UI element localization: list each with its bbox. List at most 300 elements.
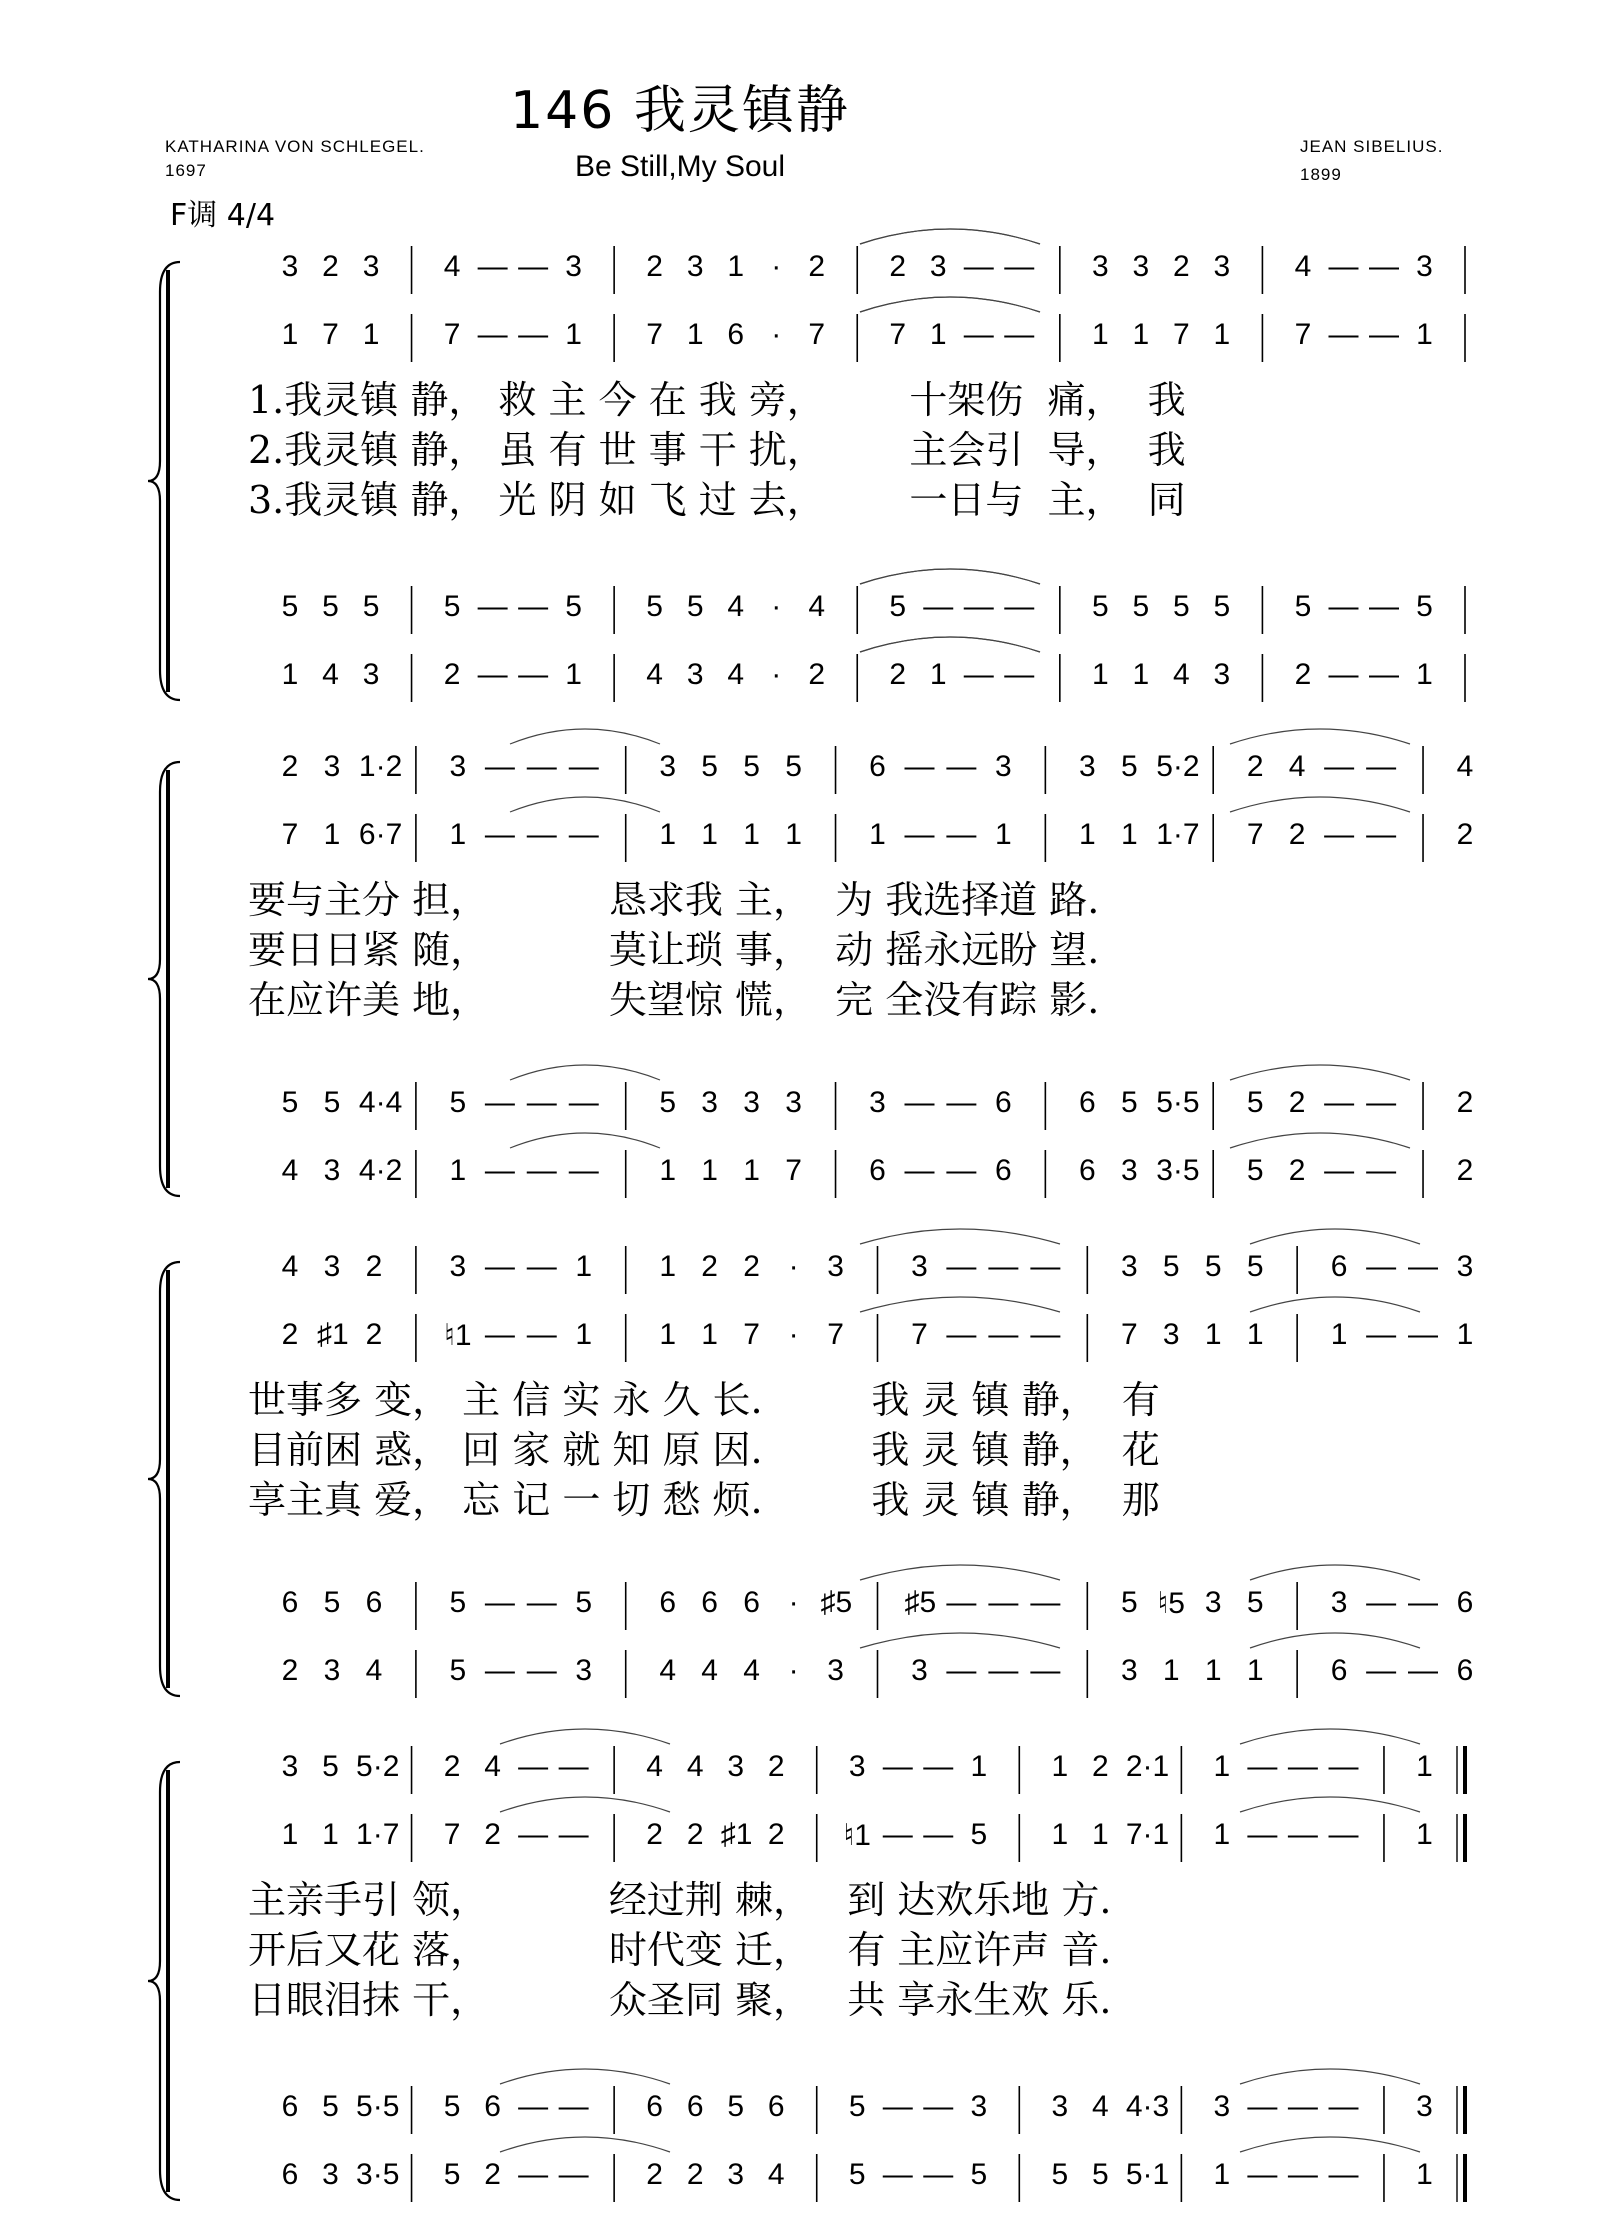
jianpu-note: 3 (281, 250, 299, 283)
jianpu-note: 5 (1246, 1250, 1264, 1283)
jianpu-note: 2 (1173, 250, 1190, 283)
jianpu-note: 1 (323, 818, 341, 851)
jianpu-note: 1 (565, 318, 582, 351)
jianpu-note: 2 (767, 1818, 785, 1851)
jianpu-note: 2 (1456, 818, 1474, 851)
jianpu-note: 1 (449, 1154, 467, 1187)
dash-extension: — (1366, 1086, 1397, 1119)
jianpu-note: 5 (701, 750, 718, 783)
slur (1240, 1729, 1420, 1744)
jianpu-note: 1 (743, 818, 760, 851)
lyricist-name: KATHARINA VON SCHLEGEL. (165, 137, 425, 156)
dash-extension: — (1328, 2090, 1359, 2123)
jianpu-note: 2 (808, 250, 826, 283)
jianpu-note: 4 (701, 1654, 718, 1687)
dash-extension: — (568, 1154, 599, 1187)
slur (1230, 729, 1410, 744)
jianpu-note: ♯5 (904, 1586, 937, 1619)
dash-extension: — (904, 750, 935, 783)
jianpu-note: 4·3 (1125, 2090, 1170, 2123)
jianpu-note: · (788, 1654, 799, 1687)
lyric-line: 1.我灵镇 静， 救 主 今 在 我 旁， 十架伤 痛， 我 (248, 378, 1186, 422)
dash-extension: — (923, 1818, 954, 1851)
jianpu-note: 1 (1213, 1818, 1231, 1851)
lyric-line: 要与主分 担， 恳求我 主， 为 我选择道 路. (248, 878, 1100, 922)
jianpu-note: ♮1 (843, 1819, 871, 1852)
dash-extension: — (1324, 1154, 1355, 1187)
jianpu-note: 5·5 (1156, 1086, 1200, 1119)
lyric-line: 享主真 爱， 忘 记 一 切 愁 烦. 我 灵 镇 静， 那 (248, 1478, 1160, 1522)
jianpu-note: 7 (322, 318, 339, 351)
jianpu-note: ♮5 (1157, 1587, 1185, 1620)
slur (1250, 1633, 1420, 1648)
dash-extension: — (1366, 1586, 1397, 1619)
jianpu-note: 1 (1092, 1818, 1109, 1851)
jianpu-note: 1 (929, 318, 947, 351)
lyric-line: 世事多 变， 主 信 实 永 久 长. 我 灵 镇 静， 有 (248, 1378, 1160, 1422)
jianpu-note: 6 (869, 750, 886, 783)
jianpu-note: 6 (686, 2090, 704, 2123)
composer-name: JEAN SIBELIUS. (1300, 137, 1444, 156)
dash-extension: — (882, 2158, 913, 2191)
jianpu-note: 5 (848, 2090, 866, 2123)
dash-extension: — (988, 1318, 1019, 1351)
jianpu-note: 6 (281, 2158, 299, 2191)
dash-extension: — (518, 250, 549, 283)
composer-year: 1899 (1300, 165, 1342, 184)
jianpu-note: 1 (995, 818, 1012, 851)
jianpu-note: 4 (484, 1750, 501, 1783)
dash-extension: — (1247, 2090, 1278, 2123)
jianpu-note: 7 (443, 318, 461, 351)
dash-extension: — (882, 2090, 913, 2123)
jianpu-note: 1 (322, 1818, 339, 1851)
dash-extension: — (558, 1750, 589, 1783)
jianpu-note: 1 (1092, 318, 1109, 351)
dash-extension: — (1368, 590, 1399, 623)
dash-extension: — (1004, 318, 1035, 351)
jianpu-note: 3 (686, 250, 704, 283)
jianpu-note: 1 (1416, 1750, 1433, 1783)
dash-extension: — (1328, 2158, 1359, 2191)
jianpu-note: 7 (827, 1318, 844, 1351)
slur (510, 1133, 660, 1148)
jianpu-note: 3 (362, 250, 380, 283)
jianpu-note: 1 (1330, 1318, 1348, 1351)
jianpu-note: 1 (575, 1318, 593, 1351)
jianpu-note: 5 (848, 2158, 866, 2191)
jianpu-note: 4·2 (358, 1154, 403, 1187)
slur (510, 729, 660, 744)
dash-extension: — (904, 818, 935, 851)
jianpu-note: 4 (646, 658, 663, 691)
slur (510, 797, 660, 812)
jianpu-note: 6 (767, 2090, 785, 2123)
jianpu-note: · (788, 1586, 799, 1619)
jianpu-note: 3 (323, 1154, 341, 1187)
dash-extension: — (1328, 590, 1359, 623)
dash-extension: — (1328, 1818, 1359, 1851)
jianpu-note: 2 (281, 1318, 299, 1351)
jianpu-note: 4 (1294, 250, 1312, 283)
jianpu-note: 5 (1246, 1154, 1264, 1187)
jianpu-note: 7 (785, 1154, 802, 1187)
jianpu-note: 1 (1051, 1818, 1069, 1851)
lyric-line: 在应许美 地， 失望惊 慌， 完 全没有踪 影. (248, 978, 1100, 1022)
jianpu-note: 2·1 (1125, 1750, 1170, 1783)
jianpu-note: 1 (1213, 2158, 1231, 2191)
dash-extension: — (518, 2158, 549, 2191)
jianpu-note: 1 (929, 658, 947, 691)
lyric-line: 开后又花 落， 时代变 迁， 有 主应许声 音. (248, 1928, 1112, 1972)
jianpu-note: 5 (281, 590, 299, 623)
slur (510, 1065, 660, 1080)
jianpu-note: 4 (443, 250, 461, 283)
jianpu-note: 3 (659, 750, 677, 783)
jianpu-note: 1 (1162, 1654, 1180, 1687)
jianpu-note: 4 (1288, 750, 1306, 783)
jianpu-note: 2 (365, 1250, 383, 1283)
jianpu-note: 3 (1162, 1318, 1180, 1351)
dash-extension: — (988, 1586, 1019, 1619)
jianpu-note: 5 (1213, 590, 1231, 623)
jianpu-note: 4 (1173, 658, 1190, 691)
lyric-line: 目前困 惑， 回 家 就 知 原 因. 我 灵 镇 静， 花 (248, 1428, 1160, 1472)
jianpu-note: 4 (322, 658, 339, 691)
dash-extension: — (1366, 818, 1397, 851)
dash-extension: — (484, 1586, 515, 1619)
system-brace (148, 762, 180, 1196)
jianpu-note: 3 (727, 2158, 745, 2191)
jianpu-note: 1 (869, 818, 886, 851)
jianpu-note: 7 (443, 1818, 461, 1851)
dash-extension: — (568, 750, 599, 783)
jianpu-note: 3 (929, 250, 947, 283)
jianpu-note: 5 (727, 2090, 745, 2123)
dash-extension: — (946, 818, 977, 851)
jianpu-note: 1·2 (358, 750, 403, 783)
jianpu-note: 3 (1051, 2090, 1069, 2123)
dash-extension: — (1368, 318, 1399, 351)
lyricist-year: 1697 (165, 161, 207, 180)
jianpu-note: 1 (1132, 658, 1150, 691)
jianpu-note: 1 (701, 1154, 718, 1187)
jianpu-note: 4 (686, 1750, 704, 1783)
jianpu-note: 6 (995, 1154, 1012, 1187)
hymn-subtitle: Be Still,My Soul (574, 150, 786, 183)
jianpu-note: ♮1 (444, 1319, 472, 1352)
jianpu-note: 2 (484, 1818, 501, 1851)
jianpu-note: 5·2 (1156, 750, 1200, 783)
jianpu-note: ♯1 (720, 1818, 753, 1851)
jianpu-note: 3·5 (1156, 1154, 1200, 1187)
dash-extension: — (946, 750, 977, 783)
lyric-line: 日眼泪抹 干， 众圣同 聚， 共 享永生欢 乐. (248, 1978, 1112, 2022)
jianpu-note: 5 (1294, 590, 1312, 623)
dash-extension: — (1247, 1750, 1278, 1783)
jianpu-note: 1 (659, 1318, 677, 1351)
jianpu-note: 1 (1416, 1818, 1433, 1851)
dash-extension: — (882, 1818, 913, 1851)
jianpu-note: 1 (701, 1318, 718, 1351)
dash-extension: — (526, 1586, 557, 1619)
jianpu-note: 2 (322, 250, 339, 283)
dash-extension: — (1247, 2158, 1278, 2191)
jianpu-note: 2 (1456, 1086, 1474, 1119)
jianpu-note: 1 (659, 818, 677, 851)
jianpu-note: 2 (281, 750, 299, 783)
dash-extension: — (518, 590, 549, 623)
jianpu-note: 6 (701, 1586, 718, 1619)
dash-extension: — (484, 1250, 515, 1283)
jianpu-note: 5 (322, 1750, 339, 1783)
jianpu-note: 6 (995, 1086, 1012, 1119)
slur (860, 569, 1040, 584)
slur (1250, 1229, 1420, 1244)
dash-extension: — (484, 818, 515, 851)
jianpu-note: 5 (449, 1654, 467, 1687)
dash-extension: — (477, 318, 508, 351)
jianpu-note: 1 (1213, 1750, 1231, 1783)
dash-extension: — (526, 1250, 557, 1283)
dash-extension: — (526, 1154, 557, 1187)
dash-extension: — (1408, 1250, 1439, 1283)
jianpu-note: 6·7 (358, 818, 403, 851)
jianpu-note: 1·7 (1156, 818, 1200, 851)
dash-extension: — (477, 658, 508, 691)
jianpu-note: 6 (1456, 1654, 1474, 1687)
jianpu-note: ♯1 (316, 1318, 349, 1351)
jianpu-note: 1 (1204, 1654, 1222, 1687)
jianpu-note: 1 (1456, 1318, 1474, 1351)
jianpu-note: 3 (1213, 250, 1231, 283)
jianpu-note: 5 (1120, 1586, 1138, 1619)
key-signature: F调 4/4 (170, 198, 276, 233)
jianpu-note: 2 (889, 658, 907, 691)
hymn-title: 146 我灵镇静 (510, 81, 850, 141)
jianpu-note: 4 (767, 2158, 785, 2191)
dash-extension: — (1408, 1318, 1439, 1351)
dash-extension: — (988, 1250, 1019, 1283)
jianpu-note: 5 (1132, 590, 1150, 623)
slur (500, 2069, 670, 2084)
dash-extension: — (946, 1086, 977, 1119)
jianpu-note: 1 (281, 318, 299, 351)
dash-extension: — (526, 750, 557, 783)
lyric-line: 3.我灵镇 静， 光 阴 如 飞 过 去， 一日与 主， 同 (248, 478, 1186, 522)
jianpu-note: 3 (970, 2090, 988, 2123)
jianpu-note: 3 (449, 1250, 467, 1283)
dash-extension: — (1368, 250, 1399, 283)
jianpu-note: 5 (575, 1586, 593, 1619)
dash-extension: — (1030, 1250, 1061, 1283)
jianpu-note: 2 (443, 658, 461, 691)
dash-extension: — (484, 750, 515, 783)
dash-extension: — (1324, 818, 1355, 851)
lyric-line: 要日日紧 随， 莫让琐 事， 动 摇永远盼 望. (248, 928, 1100, 972)
jianpu-note: 5 (362, 590, 380, 623)
dash-extension: — (946, 1318, 977, 1351)
jianpu-note: 6 (646, 2090, 663, 2123)
jianpu-note: 2 (365, 1318, 383, 1351)
dash-extension: — (1287, 2090, 1318, 2123)
dash-extension: — (526, 1318, 557, 1351)
dash-extension: — (946, 1654, 977, 1687)
dash-extension: — (946, 1250, 977, 1283)
jianpu-note: 3 (1132, 250, 1150, 283)
jianpu-note: 1 (1120, 818, 1138, 851)
jianpu-note: 5 (686, 590, 704, 623)
dash-extension: — (568, 1086, 599, 1119)
jianpu-note: 6 (1330, 1654, 1348, 1687)
dash-extension: — (963, 318, 994, 351)
slur (1230, 797, 1410, 812)
jianpu-note: 1 (727, 250, 745, 283)
jianpu-note: 5 (322, 590, 339, 623)
jianpu-note: 6 (281, 2090, 299, 2123)
jianpu-note: 5 (970, 1818, 988, 1851)
jianpu-note: 1 (1416, 658, 1433, 691)
jianpu-note: 3 (565, 250, 582, 283)
jianpu-note: 5 (449, 1086, 467, 1119)
jianpu-note: 4 (281, 1154, 299, 1187)
dash-extension: — (518, 1818, 549, 1851)
slur (860, 1229, 1060, 1244)
jianpu-note: 3 (1416, 2090, 1433, 2123)
jianpu-note: 3 (322, 2158, 339, 2191)
jianpu-note: 3 (1456, 1250, 1474, 1283)
jianpu-note: 5 (1416, 590, 1433, 623)
jianpu-note: 3 (362, 658, 380, 691)
jianpu-note: 5 (443, 2090, 461, 2123)
jianpu-note: 3 (743, 1086, 760, 1119)
jianpu-note: 4 (727, 590, 745, 623)
jianpu-note: 5 (281, 1086, 299, 1119)
dash-extension: — (1030, 1318, 1061, 1351)
jianpu-note: 1 (1246, 1318, 1264, 1351)
dash-extension: — (1366, 1318, 1397, 1351)
dash-extension: — (484, 1654, 515, 1687)
jianpu-note: 4 (646, 1750, 663, 1783)
jianpu-note: 6 (365, 1586, 383, 1619)
jianpu-note: 7·1 (1125, 1818, 1170, 1851)
dash-extension: — (477, 590, 508, 623)
jianpu-note: 2 (1294, 658, 1312, 691)
jianpu-note: 2 (889, 250, 907, 283)
jianpu-note: 3 (323, 750, 341, 783)
jianpu-note: 1 (970, 1750, 988, 1783)
jianpu-note: 1 (1132, 318, 1150, 351)
dash-extension: — (963, 590, 994, 623)
jianpu-note: 5 (659, 1086, 677, 1119)
jianpu-note: 5 (323, 1586, 341, 1619)
slur (860, 229, 1040, 244)
jianpu-note: 7 (646, 318, 663, 351)
dash-extension: — (1328, 1750, 1359, 1783)
jianpu-note: 5 (970, 2158, 988, 2191)
jianpu-note: 6 (484, 2090, 501, 2123)
jianpu-note: 3 (1078, 750, 1096, 783)
dash-extension: — (484, 1086, 515, 1119)
jianpu-note: 2 (743, 1250, 760, 1283)
jianpu-note: 7 (911, 1318, 928, 1351)
jianpu-note: 3 (1120, 1154, 1138, 1187)
jianpu-note: · (771, 590, 782, 623)
jianpu-note: 3 (911, 1250, 928, 1283)
jianpu-note: 1 (575, 1250, 593, 1283)
jianpu-note: 2 (646, 2158, 663, 2191)
jianpu-note: 1 (565, 658, 582, 691)
jianpu-note: 5 (323, 1086, 341, 1119)
jianpu-note: 5 (1092, 590, 1109, 623)
jianpu-note: 1 (743, 1154, 760, 1187)
jianpu-note: 3 (1330, 1586, 1348, 1619)
jianpu-note: 2 (767, 1750, 785, 1783)
jianpu-note: 2 (686, 1818, 704, 1851)
dash-extension: — (558, 2090, 589, 2123)
dash-extension: — (1030, 1586, 1061, 1619)
jianpu-note: 5 (1173, 590, 1190, 623)
jianpu-note: 7 (281, 818, 299, 851)
lyric-line: 主亲手引 领， 经过荆 棘， 到 达欢乐地 方. (248, 1878, 1112, 1922)
jianpu-note: 5·2 (356, 1750, 400, 1783)
dash-extension: — (923, 2158, 954, 2191)
jianpu-note: 2 (1246, 750, 1264, 783)
dash-extension: — (1004, 658, 1035, 691)
jianpu-note: 1 (659, 1154, 677, 1187)
jianpu-note: 3 (911, 1654, 928, 1687)
jianpu-note: 3 (1416, 250, 1433, 283)
slur (1240, 2137, 1420, 2152)
jianpu-note: 5 (565, 590, 582, 623)
jianpu-note: 2 (1456, 1154, 1474, 1187)
dash-extension: — (1328, 250, 1359, 283)
slur (860, 1565, 1060, 1580)
jianpu-note: · (788, 1250, 799, 1283)
jianpu-note: 4 (808, 590, 826, 623)
dash-extension: — (1287, 1750, 1318, 1783)
slur (1250, 1297, 1420, 1312)
jianpu-note: 3 (1120, 1250, 1138, 1283)
jianpu-note: 4 (1456, 750, 1474, 783)
dash-extension: — (1368, 658, 1399, 691)
jianpu-note: 7 (1294, 318, 1312, 351)
jianpu-note: 3 (323, 1654, 341, 1687)
dash-extension: — (1030, 1654, 1061, 1687)
jianpu-note: 2 (646, 250, 663, 283)
dash-extension: — (963, 250, 994, 283)
slur (1240, 2069, 1420, 2084)
jianpu-note: 3 (995, 750, 1012, 783)
jianpu-note: 1 (1078, 818, 1096, 851)
jianpu-note: 3 (848, 1750, 866, 1783)
slur (860, 1297, 1060, 1312)
system-brace (148, 1762, 180, 2200)
slur (1250, 1565, 1420, 1580)
dash-extension: — (988, 1654, 1019, 1687)
slur (860, 637, 1040, 652)
jianpu-note: 1 (1204, 1318, 1222, 1351)
slur (860, 1633, 1060, 1648)
jianpu-note: 1 (1213, 318, 1231, 351)
dash-extension: — (1324, 750, 1355, 783)
jianpu-note: 2 (701, 1250, 718, 1283)
dash-extension: — (1324, 1086, 1355, 1119)
jianpu-note: 7 (1173, 318, 1190, 351)
dash-extension: — (946, 1586, 977, 1619)
jianpu-note: 2 (484, 2158, 501, 2191)
jianpu-note: 5 (889, 590, 907, 623)
